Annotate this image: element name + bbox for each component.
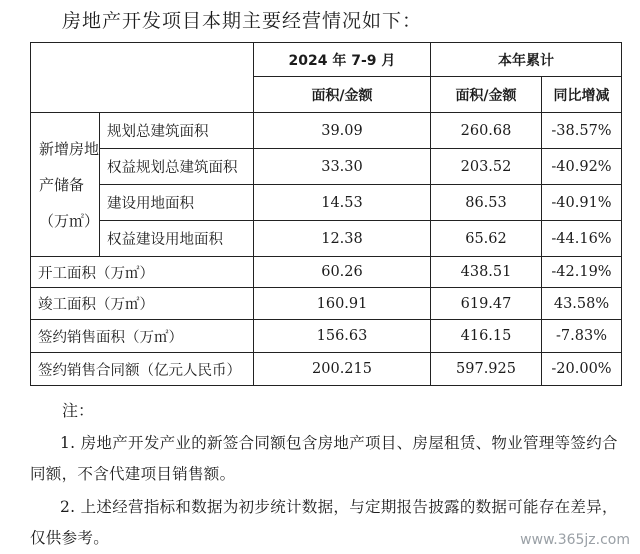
row-label: 签约销售面积（万㎡）: [31, 320, 254, 353]
row-label: 权益建设用地面积: [100, 221, 254, 257]
table-row: [31, 288, 622, 320]
ytd-value: 65.62: [431, 221, 542, 257]
yoy-value: -40.92%: [542, 149, 622, 185]
yoy-value: -38.57%: [542, 113, 622, 149]
col-yoy: 同比增减: [542, 77, 622, 113]
ytd-value: 597.925: [431, 353, 542, 386]
table-row: [31, 113, 622, 149]
table-row: [31, 149, 622, 185]
ytd-value: 619.47: [431, 288, 542, 320]
col-ytd-area-amount: 面积/金额: [431, 77, 542, 113]
col-area-amount: 面积/金额: [254, 77, 431, 113]
row-label: 竣工面积（万㎡）: [31, 288, 254, 320]
row-label: 权益规划总建筑面积: [100, 149, 254, 185]
period-value: 200.215: [254, 353, 431, 386]
header-row-1: [31, 43, 622, 77]
table-row: [31, 257, 622, 288]
table-row: [31, 320, 622, 353]
yoy-value: -44.16%: [542, 221, 622, 257]
period-header: 2024 年 7-9 月: [254, 43, 431, 77]
yoy-value: 43.58%: [542, 288, 622, 320]
period-value: 12.38: [254, 221, 431, 257]
notes-title: 注：: [62, 401, 95, 420]
table-row: [31, 185, 622, 221]
period-value: 156.63: [254, 320, 431, 353]
period-value: 160.91: [254, 288, 431, 320]
ytd-value: 86.53: [431, 185, 542, 221]
yoy-value: -20.00%: [542, 353, 622, 386]
table-row: [31, 221, 622, 257]
period-value: 33.30: [254, 149, 431, 185]
yoy-value: -42.19%: [542, 257, 622, 288]
ytd-value: 203.52: [431, 149, 542, 185]
yoy-value: -7.83%: [542, 320, 622, 353]
ytd-value: 438.51: [431, 257, 542, 288]
yoy-value: -40.91%: [542, 185, 622, 221]
table-row: [31, 353, 622, 386]
period-value: 39.09: [254, 113, 431, 149]
note-item: 1. 房地产开发产业的新签合同额包含房地产项目、房屋租赁、物业管理等签约合同额，不含代建项目销售额。: [30, 434, 618, 483]
note-item: 2. 上述经营指标和数据为初步统计数据，与定期报告披露的数据可能存在差异，仅供参考。: [30, 498, 618, 547]
ytd-header: 本年累计: [431, 43, 622, 77]
page-heading: 房地产开发项目本期主要经营情况如下：: [62, 10, 423, 32]
row-label: 签约销售合同额（亿元人民币）: [31, 353, 254, 386]
period-value: 60.26: [254, 257, 431, 288]
ytd-value: 416.15: [431, 320, 542, 353]
period-value: 14.53: [254, 185, 431, 221]
watermark: www.365jz.com: [520, 532, 630, 548]
ytd-value: 260.68: [431, 113, 542, 149]
row-label: 规划总建筑面积: [100, 113, 254, 149]
operations-table: [30, 42, 622, 386]
row-label: 开工面积（万㎡）: [31, 257, 254, 288]
group-label: 新增房地产储备（万㎡）: [31, 113, 100, 257]
row-label: 建设用地面积: [100, 185, 254, 221]
corner-cell: [31, 43, 254, 113]
